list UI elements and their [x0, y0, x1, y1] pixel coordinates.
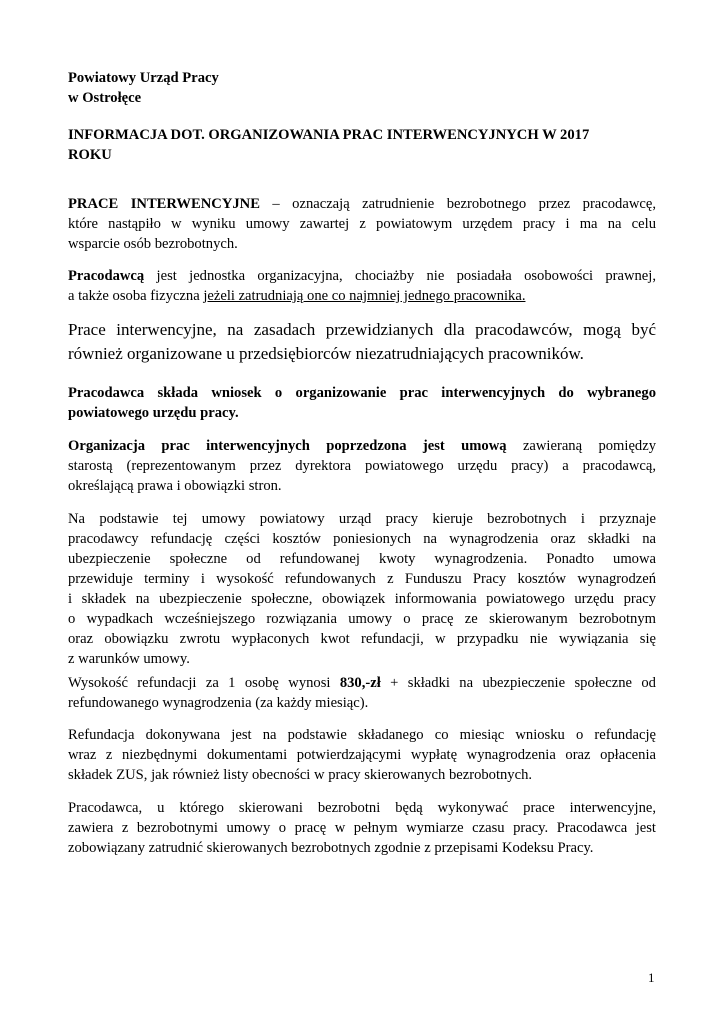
paragraph-agreement	[68, 436, 656, 496]
paragraph-employer	[68, 266, 656, 306]
text-fragment: + składki na ubezpieczenie społeczne od	[380, 675, 656, 691]
text-fragment: a także osoba fizyczna	[68, 288, 204, 304]
paragraph-line: które nastąpiło w wyniku umowy zawartej z powiatowym urzędem pracy i ma na celu	[68, 216, 656, 232]
paragraph-line	[68, 194, 656, 214]
paragraph-line	[68, 266, 656, 286]
page-number: 1	[648, 970, 655, 985]
paragraph-line: określającą prawa i obowiązki stron.	[68, 478, 282, 494]
title-line-2: ROKU	[68, 147, 112, 163]
paragraph-line: Pracodawca składa wniosek o organizowanie prac interwencyjnych do wybranego	[68, 385, 656, 401]
paragraph-line: Na podstawie tej umowy powiatowy urząd pracy kieruje bezrobotnych i przyznaje	[68, 511, 656, 527]
paragraph-line: powiatowego urzędu pracy.	[68, 405, 239, 421]
paragraph-refund-procedure	[68, 725, 656, 785]
paragraph-line: ubezpieczenie społeczne od refundowanej kwoty wynagrodzenia. Ponadto umowa	[68, 551, 656, 567]
paragraph-line	[68, 673, 656, 693]
paragraph-line: przewiduje terminy i wysokość refundowanych z Funduszu Pracy kosztów wynagrodzeń	[68, 571, 656, 587]
underlined-condition: jeżeli zatrudniają one co najmniej jednego pracownika.	[203, 288, 526, 304]
paragraph-line: Prace interwencyjne, na zasadach przewidzianych dla pracodawców, mogą być	[68, 320, 656, 339]
paragraph-line	[68, 436, 656, 456]
paragraph-line: zawiera z bezrobotnymi umowy o pracę w pełnym wymiarze czasu pracy. Pracodawca jest	[68, 820, 656, 836]
office-line-1: Powiatowy Urząd Pracy	[68, 70, 219, 86]
paragraph-line: również organizowane u przedsiębiorców niezatrudniających pracowników.	[68, 344, 584, 363]
refund-amount: 830,-zł	[339, 675, 381, 691]
paragraph-line: pracodawcy refundację części kosztów poniesionych na wynagrodzenia oraz składki na	[68, 531, 656, 547]
paragraph-line: wraz z niezbędnymi dokumentami potwierdzającymi wypłatę wynagrodzenia oraz opłacenia	[68, 747, 656, 763]
paragraph-line: refundowanego wynagrodzenia (za każdy miesiąc).	[68, 695, 369, 711]
paragraph-employment	[68, 798, 656, 858]
paragraph-refund-amount	[68, 673, 656, 713]
paragraph-line: i składek na ubezpieczenie społeczne, obowiązek informowania powiatowego urzędu pracy	[68, 591, 656, 607]
paragraph-application	[68, 383, 656, 423]
term-pracodawca: Pracodawcą	[68, 268, 145, 284]
office-line-2: w Ostrołęce	[68, 90, 142, 106]
agreement-bold-phrase: Organizacja prac interwencyjnych poprzedzona jest umową	[68, 438, 507, 454]
text-fragment: Wysokość refundacji za 1 osobę wynosi	[68, 675, 340, 691]
paragraph-line: składek ZUS, jak również listy obecności w pracy skierowanych bezrobotnych.	[68, 767, 533, 783]
text-fragment: zawieraną pomiędzy	[506, 438, 657, 454]
term-prace-interwencyjne: PRACE INTERWENCYJNE	[68, 196, 260, 212]
title-line-1: INFORMACJA DOT. ORGANIZOWANIA PRAC INTERWENCYJNYCH W 2017	[68, 127, 590, 143]
paragraph-line: Pracodawca, u którego skierowani bezrobotni będą wykonywać prace interwencyjne,	[68, 800, 656, 816]
paragraph-line: oraz obowiązku zwrotu wypłaconych kwot refundacji, w przypadku nie wywiązania się	[68, 631, 656, 647]
paragraph-line: o wypadkach wcześniejszego rozwiązania umowy o pracę ze skierowanym bezrobotnym	[68, 611, 656, 627]
text-fragment: – oznaczają zatrudnienie bezrobotnego przez pracodawcę,	[259, 196, 656, 212]
paragraph-line	[68, 286, 656, 306]
paragraph-line: Refundacja dokonywana jest na podstawie składanego co miesiąc wniosku o refundację	[68, 727, 656, 743]
paragraph-line: starostą (reprezentowanym przez dyrektora powiatowego urzędu pracy) a pracodawcą,	[68, 458, 656, 474]
paragraph-line: wsparcie osób bezrobotnych.	[68, 236, 238, 252]
paragraph-line: zobowiązany zatrudnić skierowanych bezrobotnych zgodnie z przepisami Kodeksu Pracy.	[68, 840, 594, 856]
paragraph-refund-terms	[68, 509, 656, 669]
paragraph-line: z warunków umowy.	[68, 651, 190, 667]
text-fragment: jest jednostka organizacyjna, chociażby nie posiadała osobowości prawnej,	[144, 268, 656, 284]
paragraph-definition	[68, 194, 656, 254]
paragraph-entrepreneurs	[68, 318, 656, 366]
document-title	[68, 125, 656, 165]
office-name	[68, 68, 656, 108]
